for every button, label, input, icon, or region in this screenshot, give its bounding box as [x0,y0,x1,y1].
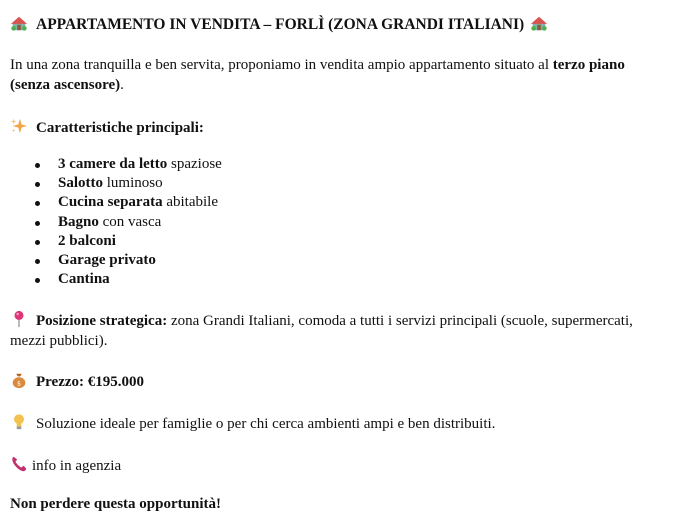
intro-period: . [120,77,124,93]
telephone-receiver-icon [10,455,28,473]
contact-line [10,455,121,476]
feature-item [10,193,222,212]
feature-bold: Cucina separata [58,194,163,211]
closing-line [10,495,221,514]
house-with-garden-icon [10,14,28,32]
intro-floor-bold: terzo piano (senza ascensore) [10,57,625,93]
price-line [10,371,144,392]
closing-text: Non perdere questa opportunità! [10,496,221,512]
feature-rest: luminoso [103,175,163,192]
price-text: Prezzo: €195.000 [36,374,145,390]
location-text: zona Grandi Italiani, comoda a tutti i servizi principali (scuole, supermercati, mezzi pubblici). [10,313,633,349]
contact-text: info in agenzia [32,458,122,474]
ideal-text: Soluzione ideale per famiglie o per chi cerca ambienti ampi e ben distribuiti. [36,416,496,432]
light-bulb-icon [10,413,28,431]
feature-bold: Salotto [58,175,103,192]
bullet-icon [35,278,40,283]
feature-item [10,270,222,289]
features-list [10,155,222,289]
bullet-icon [35,259,40,264]
feature-rest: abitabile [162,194,218,211]
bullet-icon [35,182,40,187]
feature-rest: con vasca [98,213,162,230]
feature-item [10,251,222,270]
listing-title [10,14,548,34]
bullet-icon [35,201,40,206]
bullet-icon [35,240,40,245]
sparkles-icon [10,117,28,135]
feature-bold: 3 camere da letto [58,156,168,172]
round-pushpin-icon [10,310,28,328]
money-bag-icon [10,371,28,389]
ideal-line [10,413,495,434]
feature-rest: spaziose [167,156,222,172]
svg-text:$: $ [16,380,22,388]
feature-item [10,232,222,251]
location-label: Posizione strategica: [36,313,168,329]
feature-bold: Cantina [58,271,110,288]
intro-text: In una zona tranquilla e ben servita, proponiamo in vendita ampio appartamento situato al [10,57,553,73]
bullet-icon [35,163,40,168]
title-text: APPARTAMENTO IN VENDITA – FORLÌ (ZONA GRANDI ITALIANI) [36,16,525,33]
features-heading [10,117,204,138]
feature-bold: Bagno [58,213,99,230]
features-heading-text: Caratteristiche principali: [36,120,204,136]
bullet-icon [35,221,40,226]
feature-item [10,213,222,232]
feature-bold: Garage privato [58,251,156,268]
location-paragraph [10,310,660,351]
feature-bold: 2 balconi [58,232,116,249]
feature-item [10,174,222,193]
house-with-garden-icon [530,14,548,32]
intro-paragraph [10,55,660,95]
feature-item [10,155,222,174]
